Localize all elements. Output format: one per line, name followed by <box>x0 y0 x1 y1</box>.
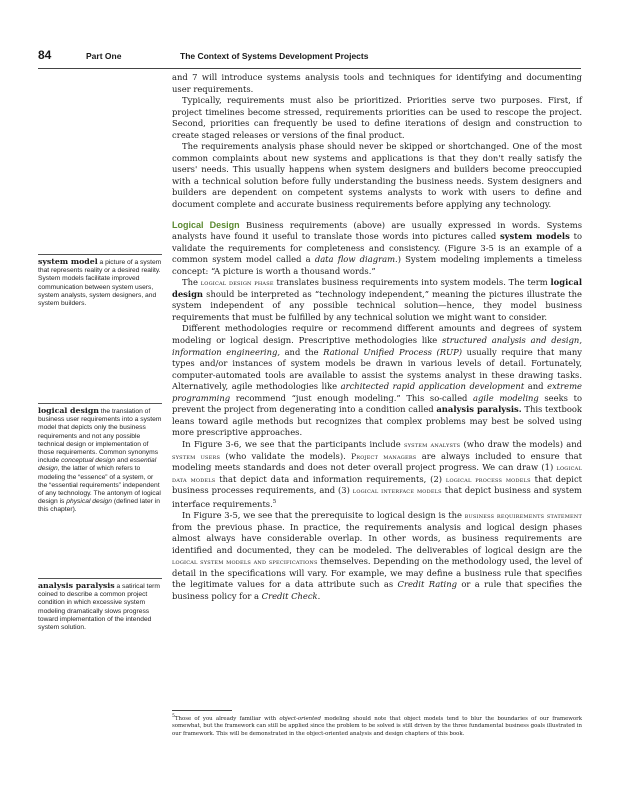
page-number: 84 <box>38 48 52 62</box>
margin-term: logical design <box>38 406 99 415</box>
key-term: logical design <box>172 277 582 299</box>
margin-note-logical-design: logical design the translation of business user requirements into a system model that depicts only the business requirements and not any possible technical design or implementation of those requirements. Common synonyms include conceptual design and essential design, the latter of which refers to modeling the “essence” of a system, or the “essential requirements” independent of any technology. The antonym of logical design is physical design (defined later in this chapter). <box>38 403 162 515</box>
running-header <box>38 50 581 66</box>
margin-note-system-model: system model a picture of a system that represents reality or a desired reality. System models facilitate improved communication between system users, system analysts, system designers, and system builders. <box>38 254 162 308</box>
margin-term: analysis paralysis <box>38 581 115 590</box>
chapter-title: The Context of Systems Development Projects <box>180 51 369 61</box>
margin-note-analysis-paralysis: analysis paralysis a satirical term coined to describe a common project condition in which excessive system modeling dramatically slows progress toward implementation of the intended system solution. <box>38 578 162 632</box>
paragraph: Different methodologies require or recommend different amounts and degrees of system modeling or logical design. Prescriptive methodologies like structured analysis and design, information engineering, and the Rational Unified Process (RUP) usually require that many types and/or instances of system models be drawn in various levels of detail. Fortunately, computer-automated tools are available to assist the systems analyst in these drawing tasks. Alternatively, agile methodologies like architected rapid application development and extreme programming recommend “just enough modeling.” This so-called agile modeling seeks to prevent the project from degenerating into a condition called analysis paralysis. This textbook leans toward agile methods but recognizes that complex problems may best be solved using more prescriptive approaches. <box>172 323 583 438</box>
margin-term: system model <box>38 257 98 266</box>
footnote-rule <box>172 710 232 711</box>
paragraph: and 7 will introduce systems analysis tools and techniques for identifying and documenting user requirements. <box>172 72 582 94</box>
key-term: analysis paralysis. <box>436 404 522 415</box>
paragraph: The requirements analysis phase should never be skipped or shortchanged. One of the most common complaints about new systems and applications is that they don't really satisfy the users' needs. This usually happens when system designers and builders become preoccupied with a technical solution before fully understanding the business needs. System designers and builders are dependent on competent systems analysts to work with users to define and document complete and accurate business requirements before applying any technology. <box>172 141 582 210</box>
main-text <box>172 72 582 602</box>
footnote: $^5$Those of you already familiar with object-oriented modeling should note that object models tend to blur the boundaries of our framework somewhat, but the framework can still be applied since the problem to be solved is still driven by the three fundamental business goals illustrated in our framework. This will be demonstrated in the object-oriented analysis and design chapters of this book. <box>172 714 582 737</box>
paragraph-logical-design: Logical Design Business requirements (above) are usually expressed in words. Systems analysts have found it useful to translate those words into pictures called system models to validate the requirements for completeness and consistency. (Figure 3-5 is an example of a common system model called a data flow diagram.) System modeling implements a timeless concept: “A picture is worth a thousand words.” <box>172 219 583 276</box>
key-term: system models <box>499 231 570 242</box>
paragraph: In Figure 3-6, we see that the participants include system analysts (who draw the models) and system users (who validate the models). Project managers are always included to ensure that modeling meets standards and does not deter overall project progress. We can draw (1) logical data models that depict data and information requirements, (2) logical process models that depict business processes requirements, and (3) logical interface models that depict business and system interface requirements.$^5$ <box>172 438 582 509</box>
paragraph: Typically, requirements must also be prioritized. Priorities serve two purposes. First, if project timelines become stressed, requirements priorities can be used to rescope the project. Second, priorities can frequently be used to define iterations of design and construction to create staged releases or versions of the final product. <box>172 95 582 140</box>
header-rule <box>38 68 581 69</box>
section-heading: Logical Design <box>172 219 240 230</box>
paragraph: The logical design phase translates business requirements into system models. The term logical design should be interpreted as “technology independent,” meaning the pictures illustrate the system independent of any possible technical solution—hence, they model business requirements that must be fulfilled by any technical solution we might want to consider. <box>172 277 582 322</box>
footnote-ref: 5 <box>272 498 277 505</box>
part-label: Part One <box>86 51 122 61</box>
paragraph: In Figure 3-5, we see that the prerequisite to logical design is the business requirements statement from the previous phase. In practice, the requirements analysis and logical design phases almost always have considerable overlap. In other words, as business requirements are identified and documented, they can be modeled. The deliverables of logical design are the logical system models and specifications themselves. Depending on the methodology used, the level of detail in the specifications will vary. For example, we may define a business rule that specifies the legitimate values for a data attribute such as Credit Rating or a rule that specifies the business policy for a Credit Check. <box>172 510 582 601</box>
